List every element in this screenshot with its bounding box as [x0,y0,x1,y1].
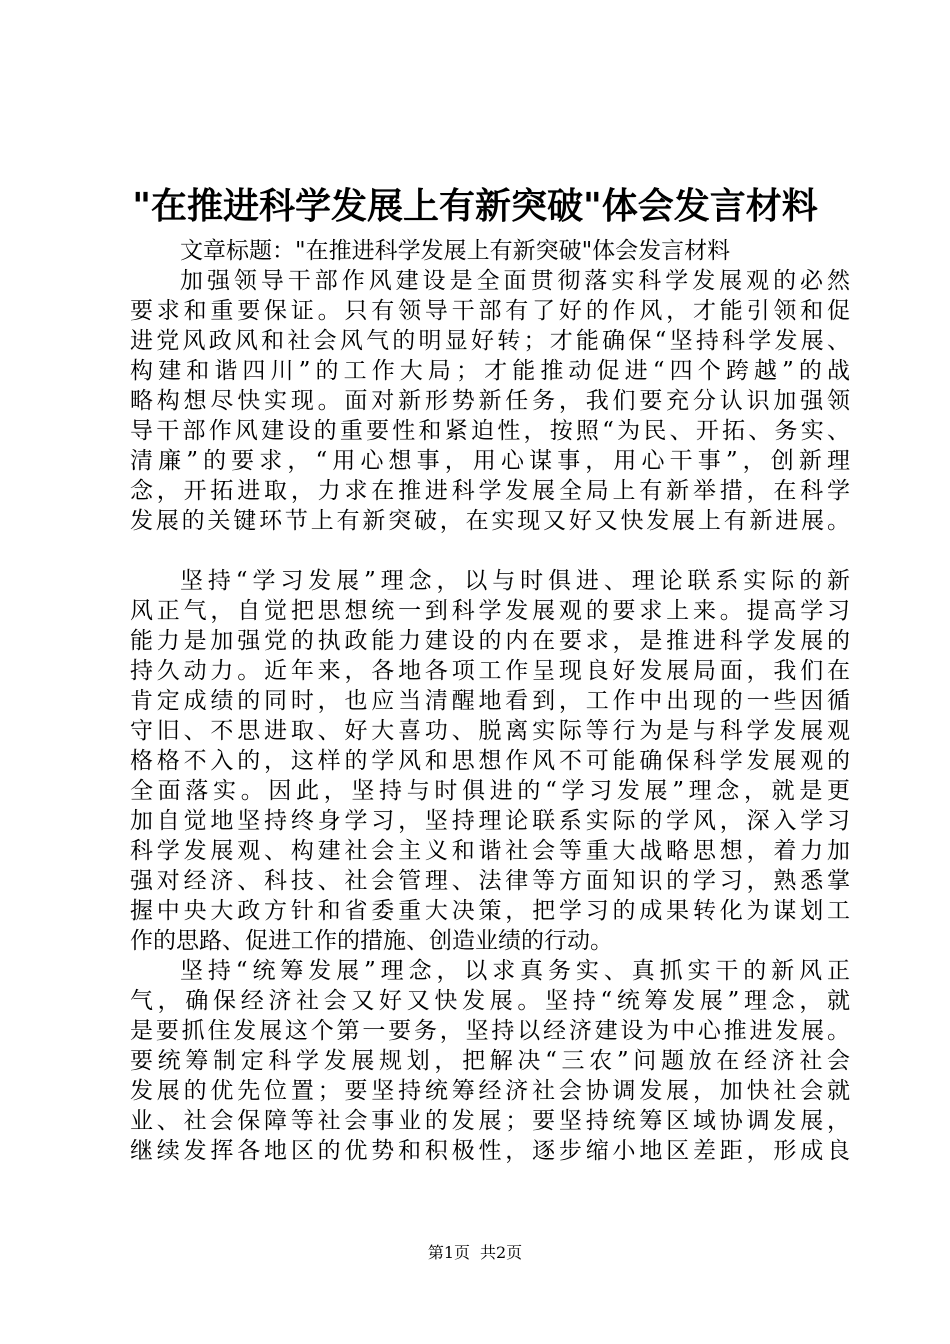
paragraph-line: 气，确保经济社会又好又快发展。坚持“统筹发展”理念，就 [130,988,850,1014]
paragraph-line: 是要抓住发展这个第一要务，坚持以经济建设为中心推进发展。 [130,1018,850,1044]
document-title: "在推进科学发展上有新突破"体会发言材料 [132,186,818,227]
paragraph-line: 导干部作风建设的重要性和紧迫性，按照“为民、开拓、务实、 [130,418,850,444]
paragraph-line: 加自觉地坚持终身学习，坚持理论联系实际的学风，深入学习 [130,808,850,834]
paragraph-line: 格格不入的，这样的学风和思想作风不可能确保科学发展观的 [130,748,850,774]
paragraph-line: 握中央大政方针和省委重大决策，把学习的成果转化为谋划工 [130,898,850,924]
paragraph-line: 全面落实。因此，坚持与时俱进的“学习发展”理念，就是更 [130,778,850,804]
paragraph-line: 继续发挥各地区的优势和积极性，逐步缩小地区差距，形成良 [130,1138,850,1164]
paragraph-line: 能力是加强党的执政能力建设的内在要求，是推进科学发展的 [130,628,850,654]
paragraph-line: 科学发展观、构建社会主义和谐社会等重大战略思想，着力加 [130,838,850,864]
paragraph-line: 肯定成绩的同时，也应当清醒地看到，工作中出现的一些因循 [130,688,850,714]
paragraph-gap [130,536,850,566]
paragraph-line: 发展的优先位置；要坚持统筹经济社会协调发展，加快社会就 [130,1078,850,1104]
paragraph-line: 构建和谐四川”的工作大局；才能推动促进“四个跨越”的战 [130,358,850,384]
paragraph-line: 坚持“学习发展”理念，以与时俱进、理论联系实际的新 [180,568,850,594]
paragraph-line: 清廉”的要求，“用心想事，用心谋事，用心干事”，创新理 [130,448,850,474]
paragraph-line: 略构想尽快实现。面对新形势新任务，我们要充分认识加强领 [130,388,850,414]
paragraph-line: 持久动力。近年来，各地各项工作呈现良好发展局面，我们在 [130,658,850,684]
paragraph-line: 守旧、不思进取、好大喜功、脱离实际等行为是与科学发展观 [130,718,850,744]
paragraph-line: 念，开拓进取，力求在推进科学发展全局上有新举措，在科学 [130,478,850,504]
subtitle-line: 文章标题："在推进科学发展上有新突破"体会发言材料 [180,238,731,264]
paragraph-2 [130,566,850,956]
paragraph-line: 作的思路、促进工作的措施、创造业绩的行动。 [130,928,613,954]
paragraph-line: 业、社会保障等社会事业的发展；要坚持统筹区域协调发展， [130,1108,850,1134]
page-number: 第1页 [427,1243,470,1262]
paragraph-line: 强对经济、科技、社会管理、法律等方面知识的学习，熟悉掌 [130,868,850,894]
paragraph-line: 要求和重要保证。只有领导干部有了好的作风，才能引领和促 [130,298,850,324]
paragraph-line: 风正气，自觉把思想统一到科学发展观的要求上来。提高学习 [130,598,850,624]
paragraph-3 [130,956,850,1166]
paragraph-1 [130,266,850,536]
paragraph-line: 进党风政风和社会风气的明显好转；才能确保“坚持科学发展、 [130,328,850,354]
document-body [130,236,850,1166]
paragraph-line: 发展的关键环节上有新突破，在实现又好又快发展上有新进展。 [130,508,850,534]
paragraph-line: 坚持“统筹发展”理念，以求真务实、真抓实干的新风正 [180,958,850,984]
page-total: 共2页 [480,1243,523,1262]
paragraph-line: 要统筹制定科学发展规划，把解决“三农”问题放在经济社会 [130,1048,850,1074]
page-footer [0,1243,950,1263]
paragraph-line: 加强领导干部作风建设是全面贯彻落实科学发展观的必然 [180,268,850,294]
